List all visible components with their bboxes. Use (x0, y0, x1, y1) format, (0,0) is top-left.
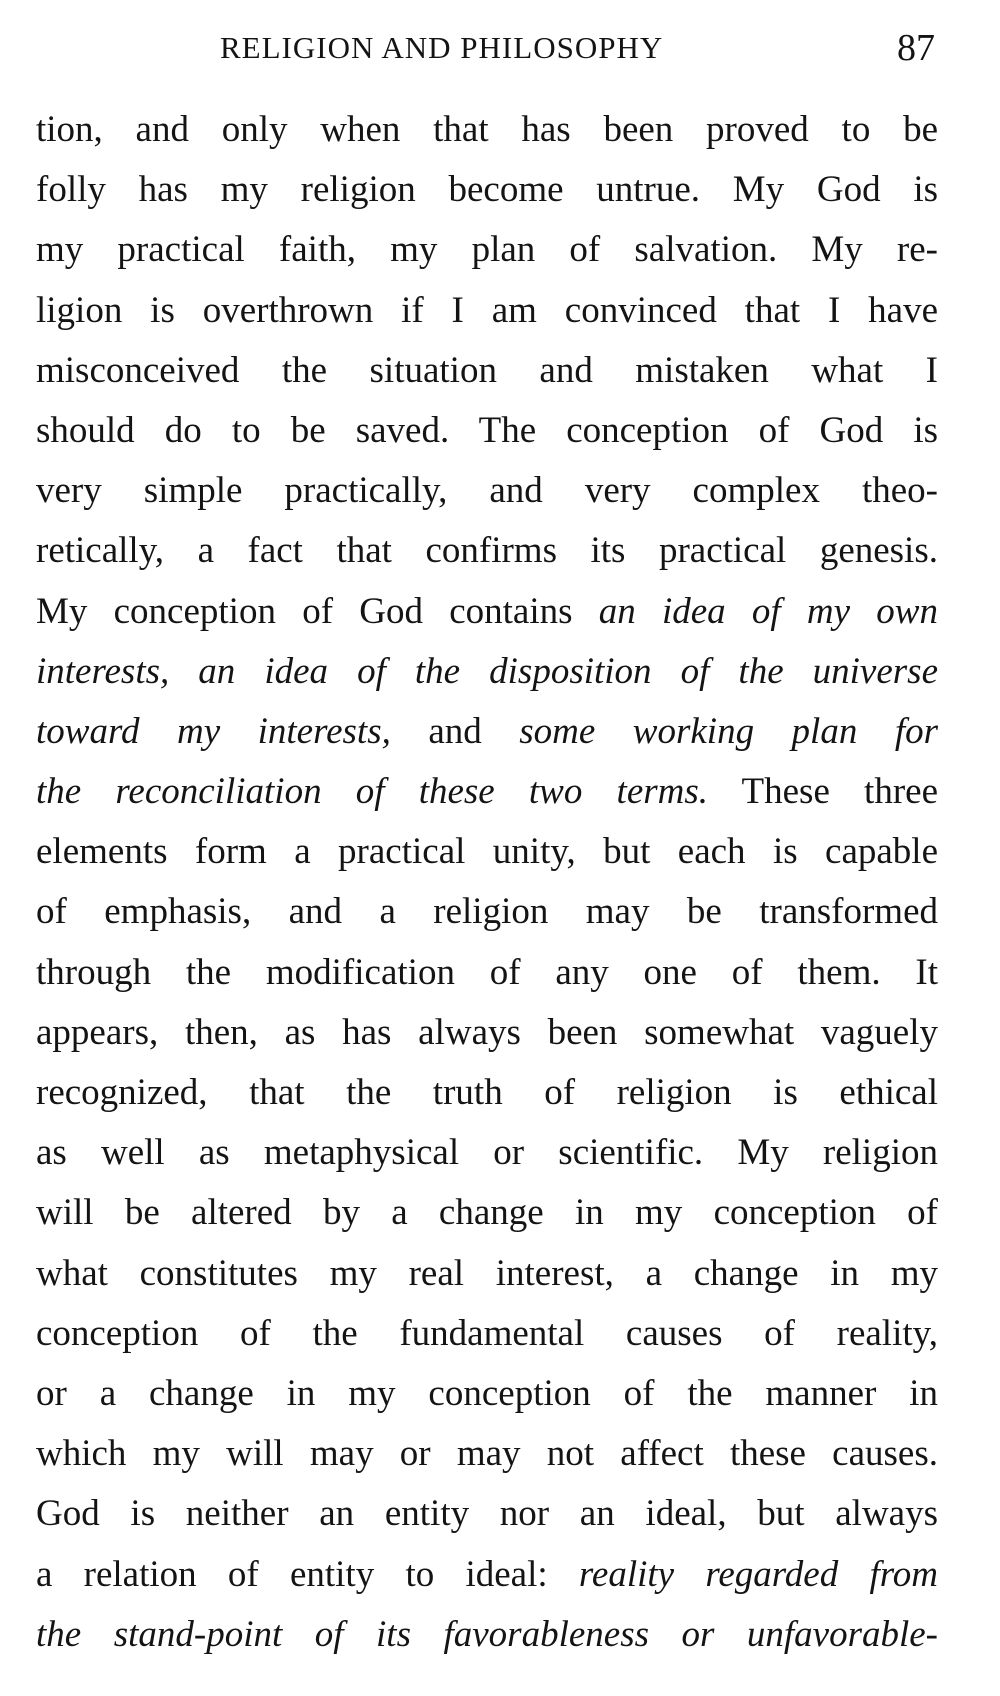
text-run: of emphasis, and a religion may be transformed (36, 891, 938, 933)
text-run: conception of the fundamental causes of reality, (36, 1312, 938, 1354)
text-run: will be altered by a change in my conception of (36, 1192, 938, 1234)
text-line (36, 1484, 938, 1544)
text-run: tion, and only when that has been proved to be (36, 109, 938, 150)
text-run: God is neither an entity nor an ideal, but always (36, 1493, 938, 1535)
italic-text: reality regarded from (578, 1553, 938, 1595)
text-line (36, 702, 938, 762)
italic-text: toward my interests, (36, 710, 391, 752)
text-run: should do to be saved. The conception of God is (36, 409, 938, 451)
text-line (36, 281, 938, 341)
text-run: and (390, 710, 520, 752)
text-line (36, 1123, 938, 1183)
italic-text: an idea of my own (598, 590, 938, 632)
text-run: very simple practically, and very complex theo- (36, 470, 938, 512)
text-line (36, 160, 938, 220)
text-line (36, 1545, 938, 1605)
running-head (220, 24, 940, 74)
text-line (36, 1424, 938, 1484)
text-line (36, 1364, 938, 1424)
text-line (36, 822, 938, 882)
italic-text: some working plan for (519, 710, 938, 752)
text-line (36, 521, 938, 581)
text-run: elements form a practical unity, but each is capable (36, 831, 938, 873)
text-line (36, 582, 938, 642)
text-line (36, 1063, 938, 1123)
text-run: what constitutes my real interest, a change in my (36, 1252, 938, 1294)
text-line (36, 882, 938, 942)
text-run: ligion is overthrown if I am convinced that I have (36, 289, 938, 331)
text-line (36, 642, 938, 702)
text-line (36, 1003, 938, 1063)
body-text (36, 100, 938, 1665)
italic-text: the stand-point of its favorableness or unfavorable- (36, 1613, 938, 1655)
text-run: which my will may or may not affect these causes. (36, 1433, 938, 1475)
text-run: a relation of entity to ideal: (36, 1553, 579, 1595)
text-line (36, 1183, 938, 1243)
text-line (36, 220, 938, 280)
text-run: misconceived the situation and mistaken what I (36, 349, 938, 391)
italic-text: the reconciliation of these two terms. (36, 771, 709, 813)
text-line (36, 1244, 938, 1304)
text-line (36, 762, 938, 822)
text-run: retically, a fact that confirms its practical genesis. (36, 530, 938, 572)
text-line (36, 341, 938, 401)
page-number: 87 (897, 27, 935, 69)
text-run: My conception of God contains (36, 590, 599, 632)
text-line (36, 1304, 938, 1364)
text-line (36, 461, 938, 521)
text-run: These three (708, 771, 938, 813)
text-run: my practical faith, my plan of salvation. My re- (36, 229, 938, 271)
text-line (36, 1605, 938, 1665)
text-line (36, 401, 938, 461)
text-run: through the modification of any one of them. It (36, 951, 938, 993)
text-line (36, 100, 938, 160)
text-run: or a change in my conception of the manner in (36, 1372, 938, 1414)
text-run: recognized, that the truth of religion is ethical (36, 1072, 938, 1113)
text-run: appears, then, as has always been somewhat vaguely (36, 1011, 938, 1053)
text-line (36, 943, 938, 1003)
text-run: folly has my religion become untrue. My God is (36, 169, 938, 211)
text-run: as well as metaphysical or scientific. My religion (36, 1132, 938, 1174)
italic-text: interests, an idea of the disposition of the universe (36, 650, 938, 692)
running-head-title: RELIGION AND PHILOSOPHY (220, 30, 664, 65)
